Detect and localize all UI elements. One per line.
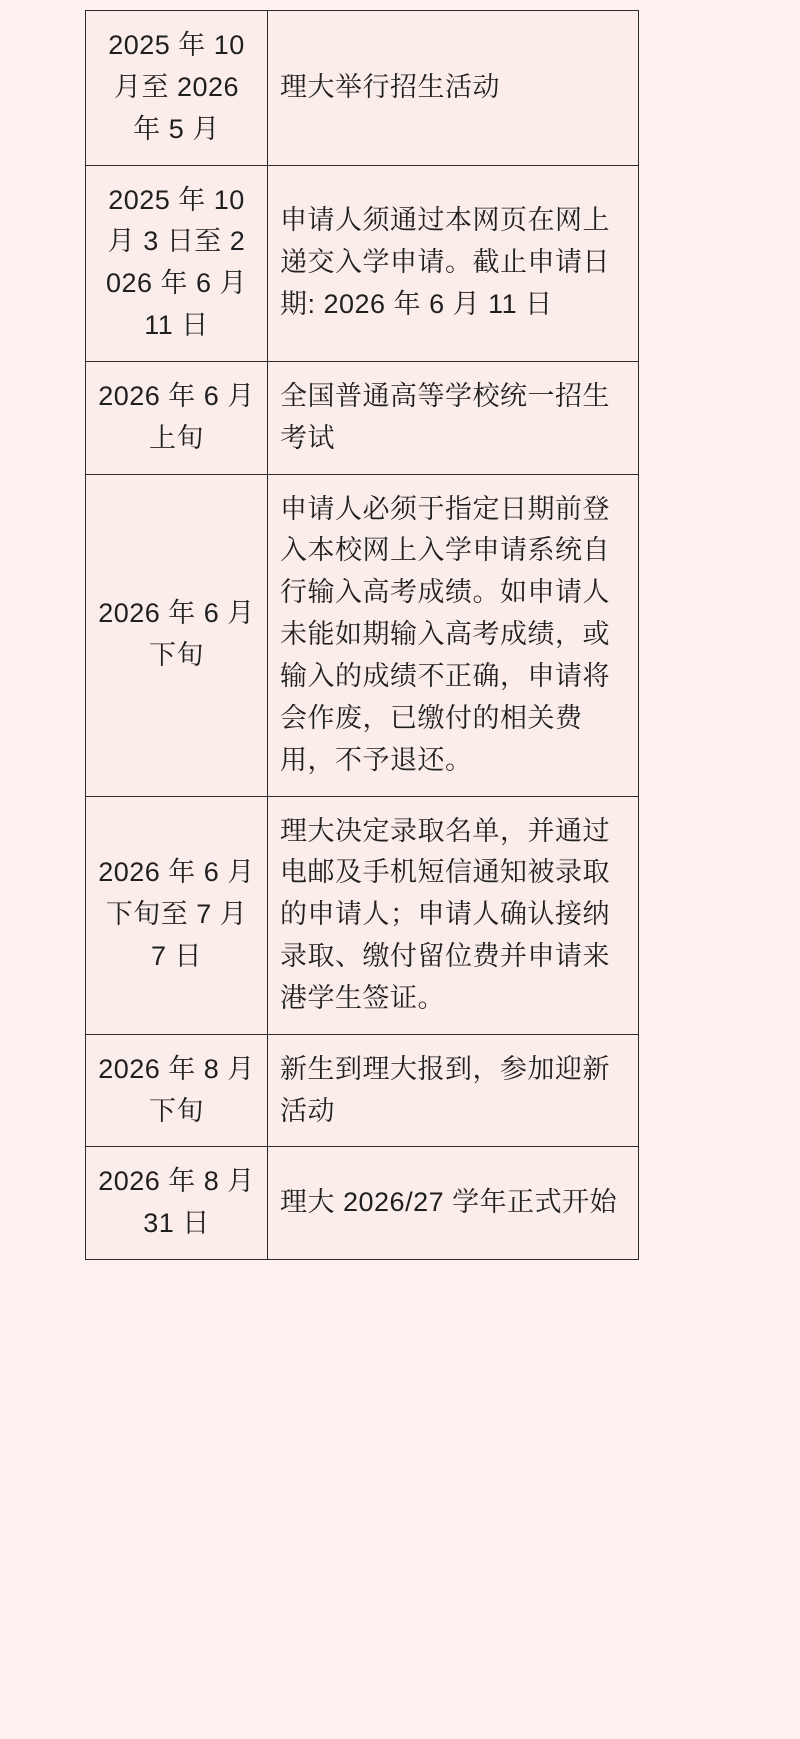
table-row [86,165,639,361]
admission-schedule-table [85,10,639,1260]
table-row [86,361,639,474]
table-row [86,1034,639,1147]
row-date: 2026 年 6 月上旬 [86,361,268,474]
row-description: 申请人必须于指定日期前登入本校网上入学申请系统自行输入高考成绩。如申请人未能如期输入高考成绩，或输入的成绩不正确，申请将会作废，已缴付的相关费用，不予退还。 [268,474,639,796]
row-date: 2026 年 6 月下旬 [86,474,268,796]
table-row [86,1147,639,1260]
row-date: 2025 年 10 月 3 日至 2 026 年 6 月 11 日 [86,165,268,361]
table-row [86,474,639,796]
row-description: 申请人须通过本网页在网上递交入学申请。截止申请日期: 2026 年 6 月 11 日 [268,165,639,361]
row-date: 2026 年 8 月 31 日 [86,1147,268,1260]
table-row [86,796,639,1034]
row-description: 新生到理大报到，参加迎新活动 [268,1034,639,1147]
row-date: 2025 年 10 月至 2026 年 5 月 [86,11,268,166]
row-description: 理大决定录取名单，并通过电邮及手机短信通知被录取的申请人；申请人确认接纳录取、缴付留位费并申请来港学生签证。 [268,796,639,1034]
row-description: 理大举行招生活动 [268,11,639,166]
row-description: 全国普通高等学校统一招生考试 [268,361,639,474]
row-date: 2026 年 6 月下旬至 7 月 7 日 [86,796,268,1034]
row-description: 理大 2026/27 学年正式开始 [268,1147,639,1260]
row-date: 2026 年 8 月下旬 [86,1034,268,1147]
table-row [86,11,639,166]
table-body [86,11,639,1260]
